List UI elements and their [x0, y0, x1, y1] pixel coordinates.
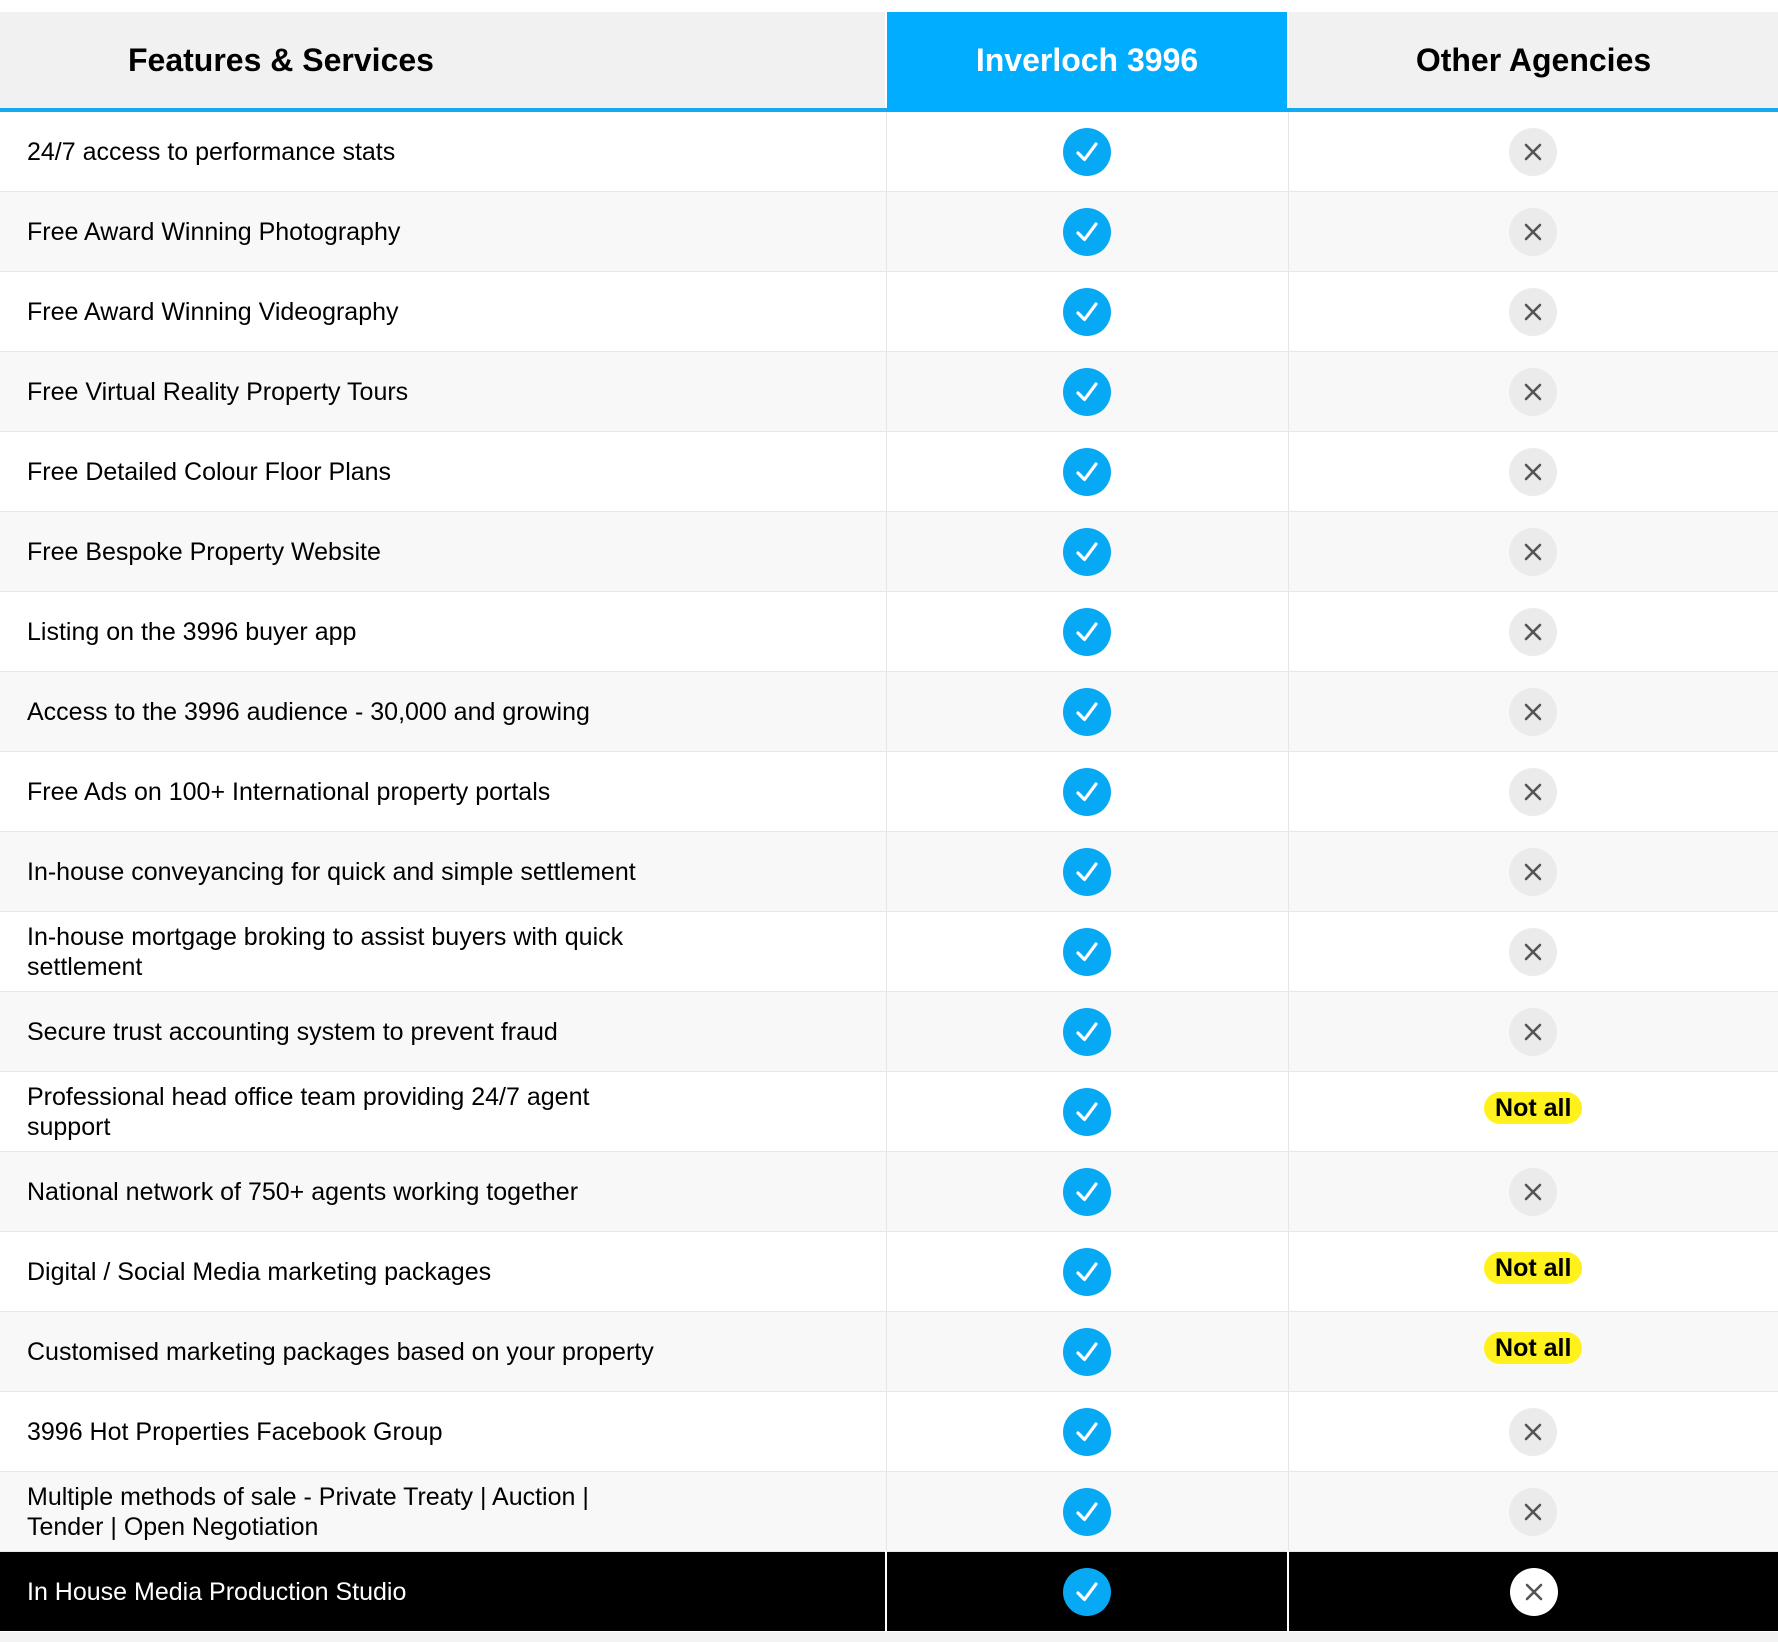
other-agencies-cell [1288, 1392, 1778, 1472]
inverloch-cell [886, 832, 1288, 912]
table-row [0, 1312, 1778, 1392]
table-row [0, 832, 1778, 912]
inverloch-column-header: Inverloch 3996 [886, 12, 1288, 110]
not-all-badge: Not all [1484, 1252, 1582, 1284]
feature-cell [0, 1232, 886, 1312]
check-icon [1063, 368, 1111, 416]
check-icon [1063, 1008, 1111, 1056]
inverloch-cell [886, 912, 1288, 992]
table-row [0, 192, 1778, 272]
check-icon [1063, 848, 1111, 896]
table-row [0, 592, 1778, 672]
other-agencies-column-header: Other Agencies [1288, 12, 1778, 110]
feature-cell [0, 912, 886, 992]
feature-cell [0, 1072, 886, 1152]
feature-label: Listing on the 3996 buyer app [27, 617, 357, 646]
cross-icon [1509, 1488, 1557, 1536]
feature-label: National network of 750+ agents working together [27, 1177, 579, 1206]
cross-icon [1509, 688, 1557, 736]
inverloch-cell [886, 1152, 1288, 1232]
check-icon [1063, 688, 1111, 736]
inverloch-cell [886, 272, 1288, 352]
check-icon [1063, 208, 1111, 256]
table-row [0, 1232, 1778, 1312]
cross-icon [1509, 928, 1557, 976]
check-icon [1063, 128, 1111, 176]
not-all-badge: Not all [1484, 1332, 1582, 1364]
table-row [0, 110, 1778, 192]
table-body [0, 110, 1778, 1631]
feature-label: Digital / Social Media marketing packages [27, 1257, 492, 1286]
table-row [0, 1392, 1778, 1472]
table-header-row [0, 12, 1778, 110]
cross-icon [1509, 528, 1557, 576]
other-agencies-cell [1288, 192, 1778, 272]
other-agencies-cell [1288, 1552, 1778, 1632]
inverloch-cell [886, 432, 1288, 512]
check-icon [1063, 928, 1111, 976]
feature-cell [0, 192, 886, 272]
other-agencies-cell [1288, 1232, 1778, 1312]
other-agencies-cell [1288, 110, 1778, 192]
cross-icon [1509, 288, 1557, 336]
table-row [0, 1072, 1778, 1152]
inverloch-cell [886, 1072, 1288, 1152]
check-icon [1063, 1168, 1111, 1216]
cross-icon [1509, 1408, 1557, 1456]
feature-cell [0, 592, 886, 672]
table-row [0, 432, 1778, 512]
other-agencies-cell [1288, 992, 1778, 1072]
table-row [0, 272, 1778, 352]
other-agencies-cell [1288, 672, 1778, 752]
other-agencies-cell [1288, 512, 1778, 592]
check-icon [1063, 1088, 1111, 1136]
check-icon [1063, 448, 1111, 496]
feature-cell [0, 1152, 886, 1232]
feature-label: In-house conveyancing for quick and simple settlement [27, 857, 636, 886]
feature-cell [0, 432, 886, 512]
inverloch-cell [886, 110, 1288, 192]
table-row [0, 912, 1778, 992]
feature-label: Secure trust accounting system to prevent fraud [27, 1017, 558, 1046]
cross-icon [1509, 368, 1557, 416]
other-agencies-cell [1288, 1472, 1778, 1552]
feature-cell [0, 512, 886, 592]
check-icon [1063, 1328, 1111, 1376]
cross-icon [1509, 608, 1557, 656]
feature-cell [0, 110, 886, 192]
feature-cell [0, 272, 886, 352]
cross-icon [1509, 1168, 1557, 1216]
feature-cell [0, 1552, 886, 1632]
other-agencies-cell [1288, 432, 1778, 512]
inverloch-cell [886, 1392, 1288, 1472]
feature-cell [0, 832, 886, 912]
check-icon [1063, 288, 1111, 336]
check-icon [1063, 608, 1111, 656]
feature-label: Free Award Winning Photography [27, 217, 401, 246]
table-row [0, 672, 1778, 752]
cross-icon [1510, 1568, 1558, 1616]
other-agencies-cell [1288, 832, 1778, 912]
other-agencies-cell [1288, 272, 1778, 352]
feature-label: 3996 Hot Properties Facebook Group [27, 1417, 443, 1446]
table-row [0, 512, 1778, 592]
inverloch-cell [886, 752, 1288, 832]
table-row-highlight [0, 1552, 1778, 1632]
comparison-table [0, 12, 1778, 1631]
inverloch-cell [886, 1552, 1288, 1632]
feature-label: In-house mortgage broking to assist buyers with quick settlement [27, 922, 624, 981]
footer-strip [0, 1632, 1778, 1642]
inverloch-cell [886, 1232, 1288, 1312]
table-row [0, 1472, 1778, 1552]
other-agencies-cell [1288, 752, 1778, 832]
check-icon [1063, 1488, 1111, 1536]
check-icon [1063, 768, 1111, 816]
feature-cell [0, 352, 886, 432]
other-agencies-cell [1288, 1072, 1778, 1152]
feature-label: In House Media Production Studio [27, 1577, 407, 1606]
other-agencies-cell [1288, 912, 1778, 992]
other-agencies-cell [1288, 1152, 1778, 1232]
inverloch-cell [886, 1472, 1288, 1552]
other-agencies-cell [1288, 352, 1778, 432]
feature-cell [0, 1392, 886, 1472]
cross-icon [1509, 768, 1557, 816]
inverloch-cell [886, 592, 1288, 672]
cross-icon [1509, 208, 1557, 256]
feature-cell [0, 1312, 886, 1392]
check-icon [1063, 528, 1111, 576]
cross-icon [1509, 128, 1557, 176]
feature-label: Multiple methods of sale - Private Treaty | Auction | Tender | Open Negotiation [27, 1482, 589, 1541]
inverloch-cell [886, 512, 1288, 592]
feature-cell [0, 752, 886, 832]
inverloch-cell [886, 1312, 1288, 1392]
check-icon [1063, 1568, 1111, 1616]
table-row [0, 752, 1778, 832]
feature-cell [0, 672, 886, 752]
not-all-badge: Not all [1484, 1092, 1582, 1124]
other-agencies-cell [1288, 1312, 1778, 1392]
feature-label: Professional head office team providing 24/7 agent support [27, 1082, 590, 1141]
feature-cell [0, 992, 886, 1072]
feature-label: Free Virtual Reality Property Tours [27, 377, 409, 406]
inverloch-cell [886, 352, 1288, 432]
check-icon [1063, 1248, 1111, 1296]
inverloch-cell [886, 672, 1288, 752]
cross-icon [1509, 1008, 1557, 1056]
feature-label: Access to the 3996 audience - 30,000 and growing [27, 697, 590, 726]
top-strip [0, 0, 1778, 12]
table-row [0, 352, 1778, 432]
feature-label: Free Bespoke Property Website [27, 537, 381, 566]
check-icon [1063, 1408, 1111, 1456]
feature-label: Free Ads on 100+ International property portals [27, 777, 551, 806]
feature-cell [0, 1472, 886, 1552]
table-row [0, 1152, 1778, 1232]
feature-label: Free Detailed Colour Floor Plans [27, 457, 392, 486]
inverloch-cell [886, 992, 1288, 1072]
cross-icon [1509, 448, 1557, 496]
other-agencies-cell [1288, 592, 1778, 672]
feature-label: 24/7 access to performance stats [27, 137, 396, 166]
features-column-header: Features & Services [0, 12, 886, 110]
feature-label: Customised marketing packages based on your property [27, 1337, 654, 1366]
table-row [0, 992, 1778, 1072]
feature-label: Free Award Winning Videography [27, 297, 399, 326]
inverloch-cell [886, 192, 1288, 272]
cross-icon [1509, 848, 1557, 896]
